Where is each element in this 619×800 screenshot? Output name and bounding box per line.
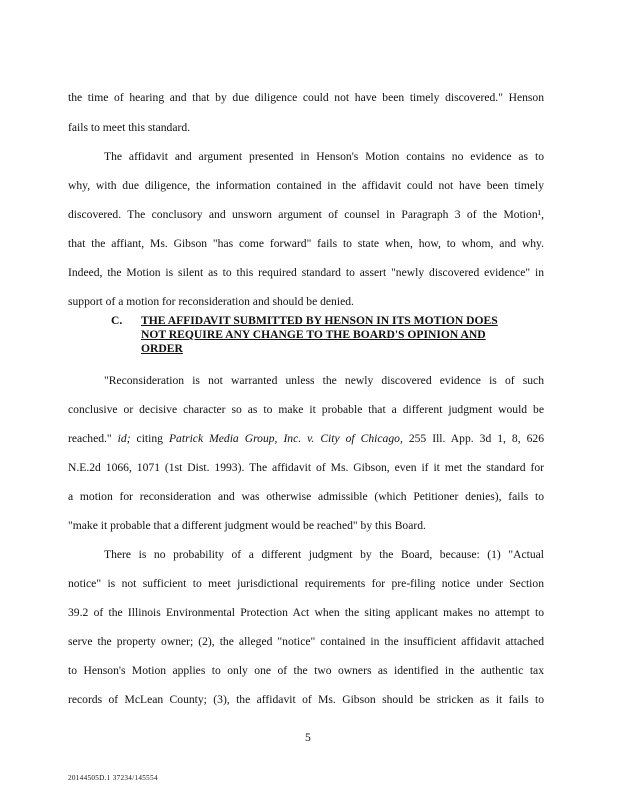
text-line: conclusive or decisive character so as to make it probable that a different judgment would be [68,403,544,416]
text-line: support of a motion for reconsideration and should be denied. [68,295,354,308]
case-name: Patrick Media Group, Inc. v. City of Chicago, [168,432,403,445]
heading-line: THE AFFIDAVIT SUBMITTED [141,314,303,327]
text-line: serve the property owner; (2), the alleged "notice" contained in the insufficient affidavit attached [68,635,544,648]
document-id: 20144505D.1 37234/145554 [68,774,158,782]
text-line: notice" is not sufficient to meet jurisdictional requirements for pre-filing notice under Section [68,577,544,590]
text-line: a motion for reconsideration and was otherwise admissible (which Petitioner denies), fails to [68,490,544,503]
text-line: "make it probable that a different judgment would be reached" by this Board. [68,519,426,532]
heading-line: ORDER [141,342,183,355]
text-line [68,432,544,446]
citation-id: id; [117,432,131,445]
heading-line: BY HENSON IN ITS MOTION DOES [302,314,498,327]
heading-line: NOT REQUIRE ANY CHANGE TO THE BOARD'S OPINION AND [141,328,486,341]
text-line: records of McLean County; (3), the affidavit of Ms. Gibson should be stricken as it fails to [68,693,544,706]
text-line: "Reconsideration is not warranted unless the newly discovered evidence is of such [104,374,544,387]
text-line: Indeed, the Motion is silent as to this required standard to assert "newly discovered evidence" in [68,266,544,279]
text-line: why, with due diligence, the information contained in the affidavit could not have been timely [68,179,544,192]
text-line: N.E.2d 1066, 1071 (1st Dist. 1993). The affidavit of Ms. Gibson, even if it met the standard for [68,461,544,474]
text-line: 39.2 of the Illinois Environmental Protection Act when the siting applicant makes no attempt to [68,606,544,619]
text-line: to Henson's Motion applies to only one of the two owners as identified in the authentic tax [68,664,544,677]
section-letter: C. [111,314,123,327]
text-line: fails to meet this standard. [68,121,191,134]
text-line: that the affiant, Ms. Gibson "has come forward" fails to state when, how, to whom, and why. [68,237,544,250]
text-segment: reached." [68,432,118,445]
text-line: discovered. The conclusory and unsworn argument of counsel in Paragraph 3 of the Motion¹, [68,208,544,221]
text-line: the time of hearing and that by due diligence could not have been timely discovered." Henson [68,91,544,104]
text-segment: 255 Ill. App. 3d 1, 8, 626 [402,432,545,445]
page-number: 5 [305,731,311,744]
text-line: The affidavit and argument presented in Henson's Motion contains no evidence as to [104,150,544,163]
text-segment: citing [130,432,169,445]
text-line: There is no probability of a different judgment by the Board, because: (1) "Actual [104,548,544,561]
